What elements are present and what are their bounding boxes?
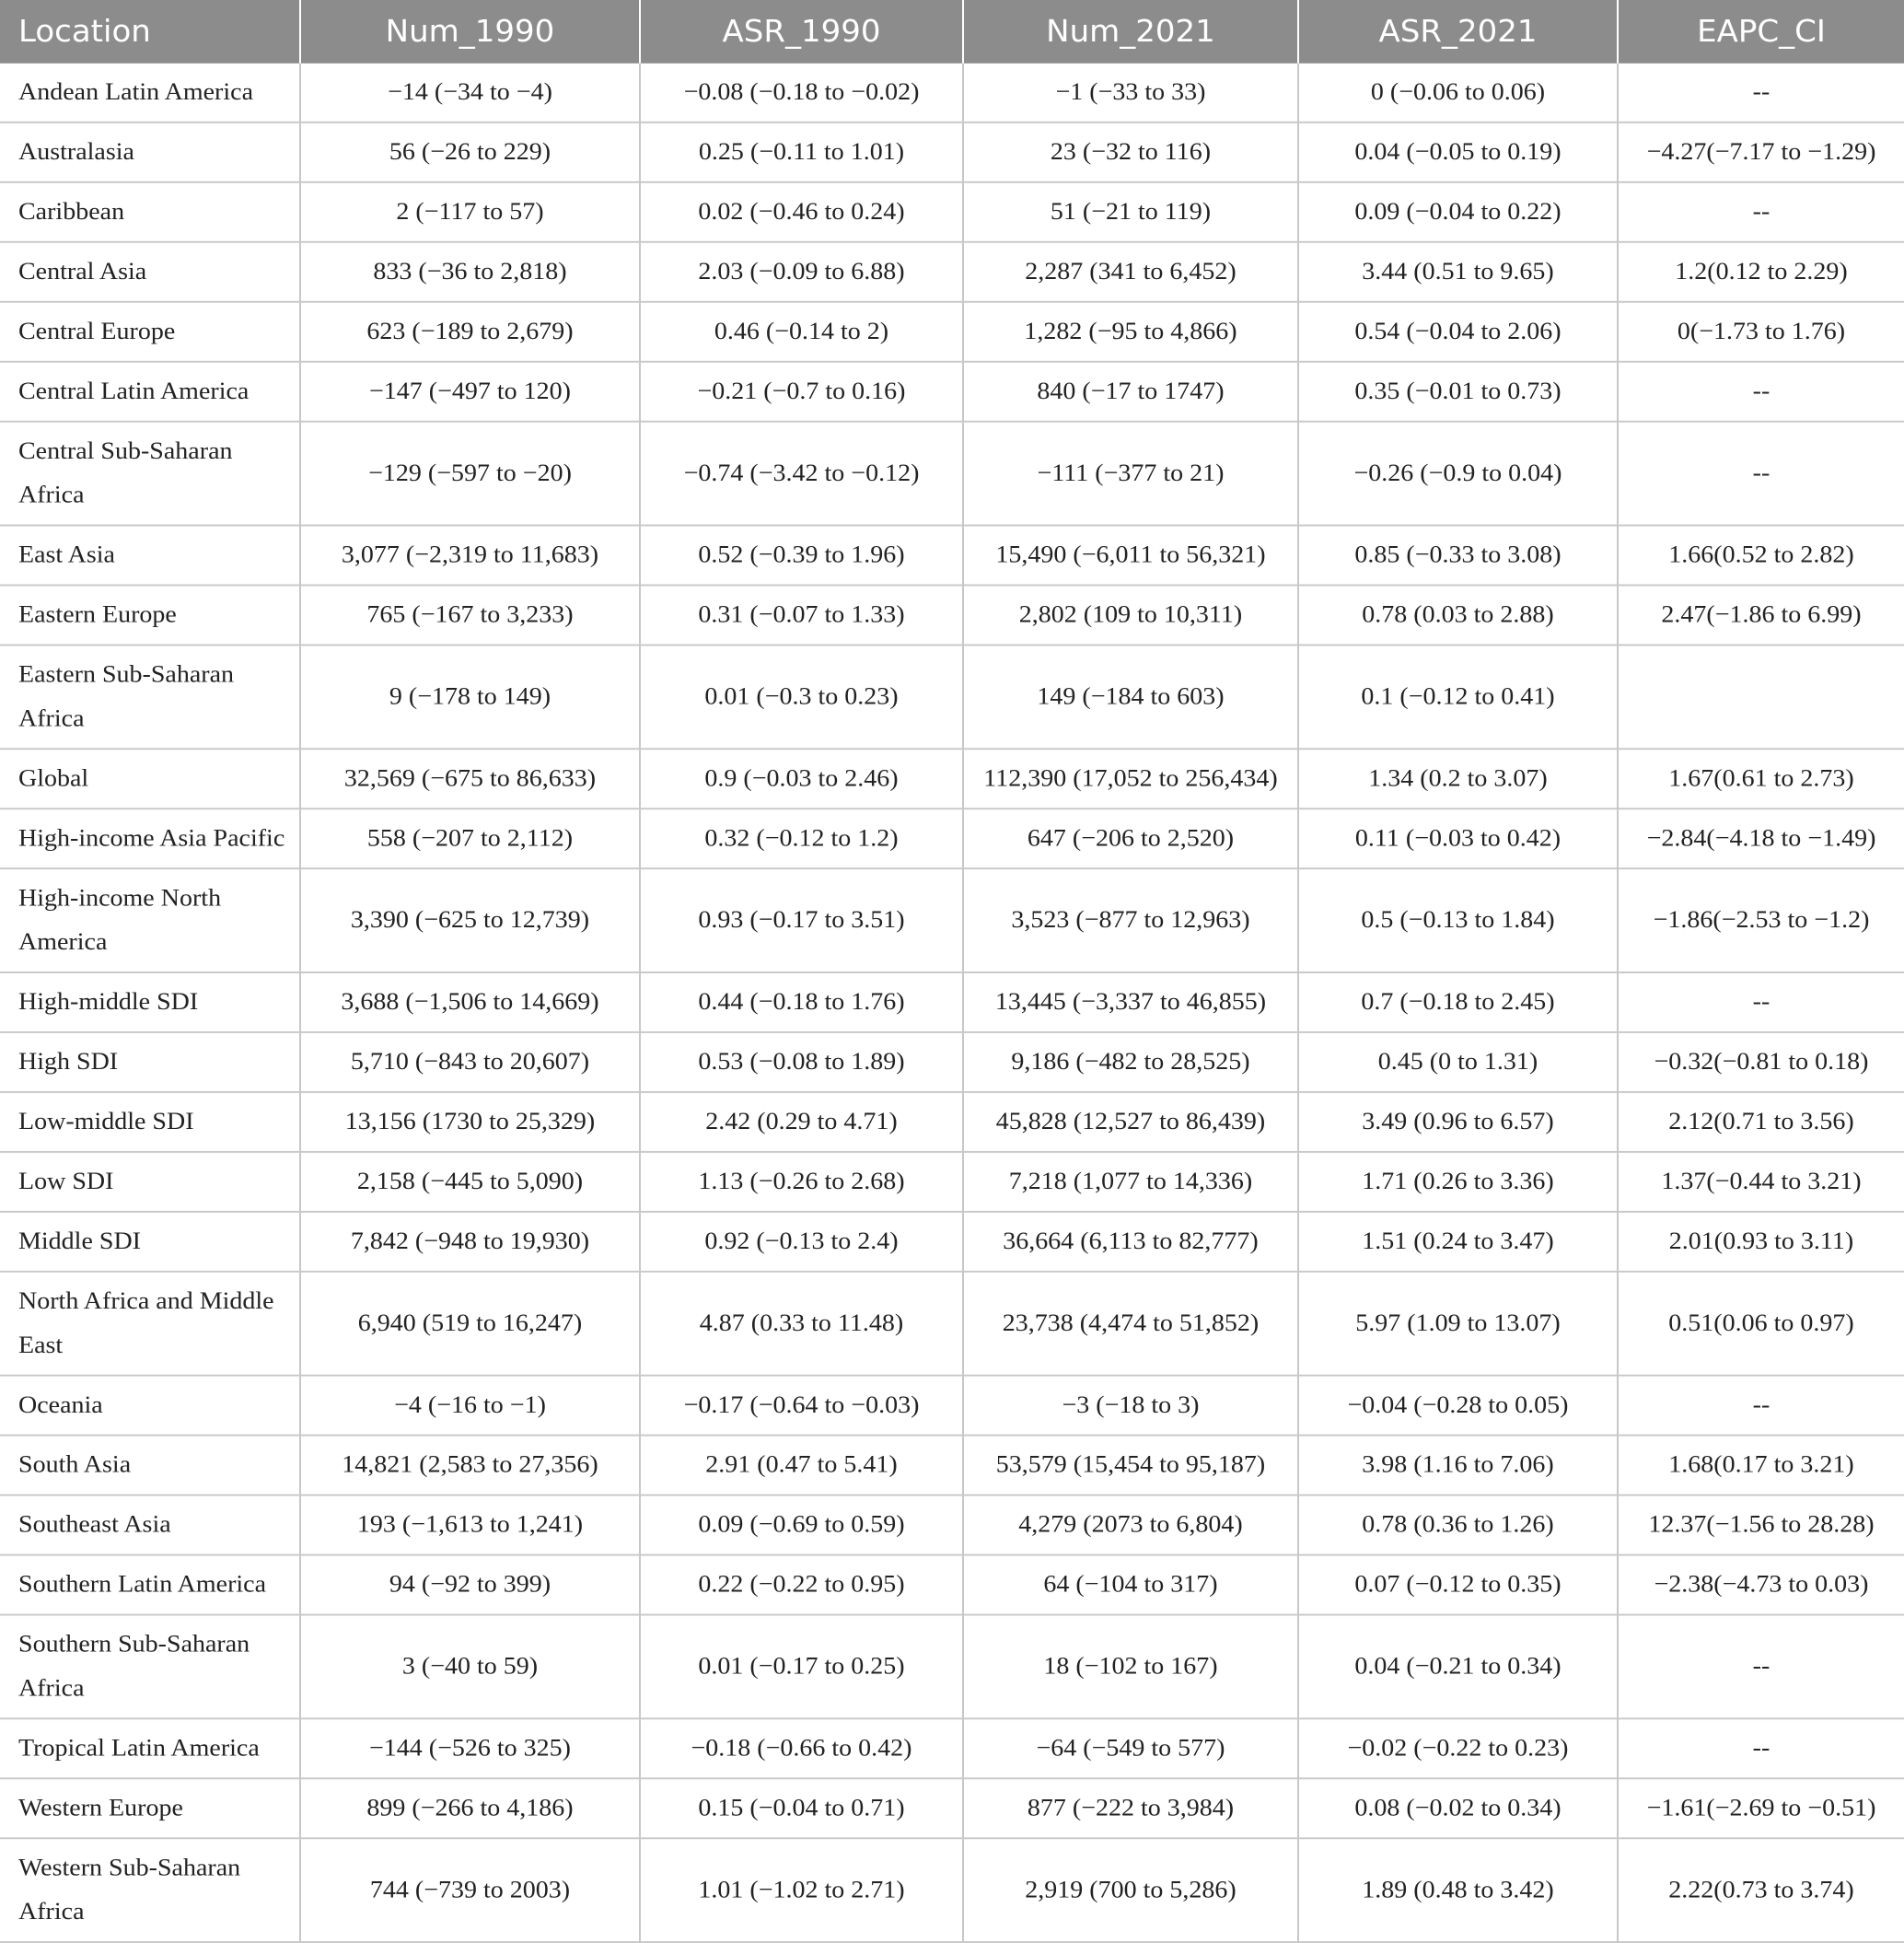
asr-2021-cell: 0.09 (−0.04 to 0.22) <box>1298 182 1618 242</box>
asr-1990-cell: 0.92 (−0.13 to 2.4) <box>640 1212 963 1272</box>
num-1990-cell: 623 (−189 to 2,679) <box>300 302 640 362</box>
asr-1990-cell: 0.32 (−0.12 to 1.2) <box>640 809 963 868</box>
eapc-ci-cell: -- <box>1618 422 1904 526</box>
asr-1990-cell: 0.9 (−0.03 to 2.46) <box>640 749 963 809</box>
num-2021-cell: 2,287 (341 to 6,452) <box>963 242 1298 302</box>
table-row <box>0 362 1904 422</box>
asr-1990-cell: 0.15 (−0.04 to 0.71) <box>640 1778 963 1838</box>
asr-1990-cell: 0.09 (−0.69 to 0.59) <box>640 1495 963 1555</box>
asr-2021-cell: −0.04 (−0.28 to 0.05) <box>1298 1376 1618 1436</box>
table-row <box>0 868 1904 972</box>
num-1990-cell: 32,569 (−675 to 86,633) <box>300 749 640 809</box>
num-2021-cell: 53,579 (15,454 to 95,187) <box>963 1436 1298 1495</box>
location-cell: Southern Latin America <box>0 1555 300 1615</box>
eapc-ci-cell: 1.37(−0.44 to 3.21) <box>1618 1152 1904 1212</box>
num-2021-cell: 2,919 (700 to 5,286) <box>963 1838 1298 1942</box>
eapc-ci-cell: -- <box>1618 362 1904 422</box>
num-2021-cell: 112,390 (17,052 to 256,434) <box>963 749 1298 809</box>
location-cell: Low SDI <box>0 1152 300 1212</box>
eapc-ci-cell: 2.01(0.93 to 3.11) <box>1618 1212 1904 1272</box>
asr-1990-cell: 0.44 (−0.18 to 1.76) <box>640 972 963 1032</box>
table-row <box>0 1495 1904 1555</box>
asr-2021-cell: −0.02 (−0.22 to 0.23) <box>1298 1718 1618 1778</box>
num-2021-cell: 15,490 (−6,011 to 56,321) <box>963 526 1298 586</box>
num-2021-cell: 13,445 (−3,337 to 46,855) <box>963 972 1298 1032</box>
asr-2021-cell: 0.04 (−0.05 to 0.19) <box>1298 122 1618 182</box>
table-row <box>0 122 1904 182</box>
location-cell: Western Sub-Saharan Africa <box>0 1838 300 1942</box>
table-row <box>0 1555 1904 1615</box>
num-2021-cell: −1 (−33 to 33) <box>963 64 1298 122</box>
asr-1990-cell: 1.01 (−1.02 to 2.71) <box>640 1838 963 1942</box>
table-row <box>0 1092 1904 1152</box>
location-cell: High-income Asia Pacific <box>0 809 300 868</box>
location-cell: Caribbean <box>0 182 300 242</box>
num-2021-cell: 23,738 (4,474 to 51,852) <box>963 1272 1298 1376</box>
num-2021-cell: 36,664 (6,113 to 82,777) <box>963 1212 1298 1272</box>
num-1990-cell: 899 (−266 to 4,186) <box>300 1778 640 1838</box>
location-cell: High-income North America <box>0 868 300 972</box>
table-row <box>0 1838 1904 1942</box>
asr-1990-cell: −0.21 (−0.7 to 0.16) <box>640 362 963 422</box>
location-cell: East Asia <box>0 526 300 586</box>
num-1990-cell: 765 (−167 to 3,233) <box>300 585 640 645</box>
location-cell: Eastern Sub-Saharan Africa <box>0 645 300 749</box>
table-row <box>0 422 1904 526</box>
num-1990-cell: 3,688 (−1,506 to 14,669) <box>300 972 640 1032</box>
asr-2021-cell: 3.49 (0.96 to 6.57) <box>1298 1092 1618 1152</box>
num-2021-cell: 1,282 (−95 to 4,866) <box>963 302 1298 362</box>
header-eapc-ci: EAPC_CI <box>1618 0 1904 64</box>
asr-1990-cell: 4.87 (0.33 to 11.48) <box>640 1272 963 1376</box>
num-1990-cell: 6,940 (519 to 16,247) <box>300 1272 640 1376</box>
asr-2021-cell: 0.08 (−0.02 to 0.34) <box>1298 1778 1618 1838</box>
num-1990-cell: 2,158 (−445 to 5,090) <box>300 1152 640 1212</box>
eapc-ci-cell: 1.66(0.52 to 2.82) <box>1618 526 1904 586</box>
num-2021-cell: −3 (−18 to 3) <box>963 1376 1298 1436</box>
asr-1990-cell: 0.52 (−0.39 to 1.96) <box>640 526 963 586</box>
table-row <box>0 1615 1904 1719</box>
num-1990-cell: 2 (−117 to 57) <box>300 182 640 242</box>
eapc-ci-cell: -- <box>1618 1615 1904 1719</box>
asr-2021-cell: 0.78 (0.03 to 2.88) <box>1298 585 1618 645</box>
asr-2021-cell: 0.04 (−0.21 to 0.34) <box>1298 1615 1618 1719</box>
num-2021-cell: 877 (−222 to 3,984) <box>963 1778 1298 1838</box>
header-asr-1990: ASR_1990 <box>640 0 963 64</box>
table-row <box>0 1032 1904 1092</box>
location-cell: High-middle SDI <box>0 972 300 1032</box>
table-row <box>0 1272 1904 1376</box>
location-cell: Central Asia <box>0 242 300 302</box>
location-cell: High SDI <box>0 1032 300 1092</box>
num-1990-cell: 558 (−207 to 2,112) <box>300 809 640 868</box>
eapc-ci-cell: -- <box>1618 1376 1904 1436</box>
eapc-ci-cell: 0.51(0.06 to 0.97) <box>1618 1272 1904 1376</box>
asr-2021-cell: −0.26 (−0.9 to 0.04) <box>1298 422 1618 526</box>
eapc-ci-cell: 2.12(0.71 to 3.56) <box>1618 1092 1904 1152</box>
asr-2021-cell: 0.5 (−0.13 to 1.84) <box>1298 868 1618 972</box>
asr-2021-cell: 1.89 (0.48 to 3.42) <box>1298 1838 1618 1942</box>
asr-2021-cell: 3.44 (0.51 to 9.65) <box>1298 242 1618 302</box>
location-cell: Oceania <box>0 1376 300 1436</box>
eapc-ci-cell: 1.68(0.17 to 3.21) <box>1618 1436 1904 1495</box>
asr-2021-cell: 0.11 (−0.03 to 0.42) <box>1298 809 1618 868</box>
asr-2021-cell: 0.78 (0.36 to 1.26) <box>1298 1495 1618 1555</box>
num-2021-cell: 4,279 (2073 to 6,804) <box>963 1495 1298 1555</box>
asr-2021-cell: 0.54 (−0.04 to 2.06) <box>1298 302 1618 362</box>
table-header <box>0 0 1904 64</box>
num-1990-cell: −144 (−526 to 325) <box>300 1718 640 1778</box>
num-2021-cell: 45,828 (12,527 to 86,439) <box>963 1092 1298 1152</box>
eapc-ci-cell: 1.67(0.61 to 2.73) <box>1618 749 1904 809</box>
eapc-ci-cell: -- <box>1618 64 1904 122</box>
asr-1990-cell: 0.22 (−0.22 to 0.95) <box>640 1555 963 1615</box>
location-cell: Eastern Europe <box>0 585 300 645</box>
location-cell: Andean Latin America <box>0 64 300 122</box>
eapc-ci-cell: −2.38(−4.73 to 0.03) <box>1618 1555 1904 1615</box>
num-2021-cell: 9,186 (−482 to 28,525) <box>963 1032 1298 1092</box>
table-row <box>0 749 1904 809</box>
num-2021-cell: 149 (−184 to 603) <box>963 645 1298 749</box>
asr-2021-cell: 0.85 (−0.33 to 3.08) <box>1298 526 1618 586</box>
num-1990-cell: −14 (−34 to −4) <box>300 64 640 122</box>
num-2021-cell: 2,802 (109 to 10,311) <box>963 585 1298 645</box>
table-row <box>0 526 1904 586</box>
num-1990-cell: 744 (−739 to 2003) <box>300 1838 640 1942</box>
location-cell: Central Latin America <box>0 362 300 422</box>
num-1990-cell: 9 (−178 to 149) <box>300 645 640 749</box>
eapc-ci-cell: 0(−1.73 to 1.76) <box>1618 302 1904 362</box>
asr-1990-cell: 0.31 (−0.07 to 1.33) <box>640 585 963 645</box>
num-1990-cell: −147 (−497 to 120) <box>300 362 640 422</box>
header-num-1990: Num_1990 <box>300 0 640 64</box>
num-1990-cell: −129 (−597 to −20) <box>300 422 640 526</box>
eapc-ci-cell: −0.32(−0.81 to 0.18) <box>1618 1032 1904 1092</box>
asr-1990-cell: −0.18 (−0.66 to 0.42) <box>640 1718 963 1778</box>
asr-1990-cell: 2.42 (0.29 to 4.71) <box>640 1092 963 1152</box>
eapc-ci-cell: 1.2(0.12 to 2.29) <box>1618 242 1904 302</box>
asr-1990-cell: 0.01 (−0.17 to 0.25) <box>640 1615 963 1719</box>
table-row <box>0 64 1904 122</box>
location-cell: South Asia <box>0 1436 300 1495</box>
num-1990-cell: 3 (−40 to 59) <box>300 1615 640 1719</box>
num-2021-cell: 647 (−206 to 2,520) <box>963 809 1298 868</box>
num-2021-cell: −111 (−377 to 21) <box>963 422 1298 526</box>
eapc-ci-cell: −1.61(−2.69 to −0.51) <box>1618 1778 1904 1838</box>
num-1990-cell: 7,842 (−948 to 19,930) <box>300 1212 640 1272</box>
eapc-ci-cell: −1.86(−2.53 to −1.2) <box>1618 868 1904 972</box>
location-cell: Australasia <box>0 122 300 182</box>
num-1990-cell: 94 (−92 to 399) <box>300 1555 640 1615</box>
table-row <box>0 1376 1904 1436</box>
table-body <box>0 64 1904 1942</box>
num-2021-cell: 51 (−21 to 119) <box>963 182 1298 242</box>
num-1990-cell: 13,156 (1730 to 25,329) <box>300 1092 640 1152</box>
num-2021-cell: 18 (−102 to 167) <box>963 1615 1298 1719</box>
table-row <box>0 972 1904 1032</box>
asr-1990-cell: −0.08 (−0.18 to −0.02) <box>640 64 963 122</box>
asr-2021-cell: 0.35 (−0.01 to 0.73) <box>1298 362 1618 422</box>
header-row <box>0 0 1904 64</box>
asr-2021-cell: 0.07 (−0.12 to 0.35) <box>1298 1555 1618 1615</box>
asr-2021-cell: 0.45 (0 to 1.31) <box>1298 1032 1618 1092</box>
asr-1990-cell: 0.93 (−0.17 to 3.51) <box>640 868 963 972</box>
eapc-ci-cell: -- <box>1618 972 1904 1032</box>
eapc-ci-cell: −4.27(−7.17 to −1.29) <box>1618 122 1904 182</box>
table-row <box>0 1152 1904 1212</box>
table-row <box>0 645 1904 749</box>
table-row <box>0 585 1904 645</box>
location-cell: Western Europe <box>0 1778 300 1838</box>
table-row <box>0 302 1904 362</box>
eapc-ci-cell: −2.84(−4.18 to −1.49) <box>1618 809 1904 868</box>
header-asr-2021: ASR_2021 <box>1298 0 1618 64</box>
asr-1990-cell: 2.91 (0.47 to 5.41) <box>640 1436 963 1495</box>
location-cell: Tropical Latin America <box>0 1718 300 1778</box>
table-row <box>0 1718 1904 1778</box>
num-1990-cell: 56 (−26 to 229) <box>300 122 640 182</box>
num-1990-cell: 193 (−1,613 to 1,241) <box>300 1495 640 1555</box>
asr-1990-cell: 0.25 (−0.11 to 1.01) <box>640 122 963 182</box>
num-2021-cell: 23 (−32 to 116) <box>963 122 1298 182</box>
location-cell: Central Sub-Saharan Africa <box>0 422 300 526</box>
num-2021-cell: 7,218 (1,077 to 14,336) <box>963 1152 1298 1212</box>
num-2021-cell: 3,523 (−877 to 12,963) <box>963 868 1298 972</box>
asr-2021-cell: 0.1 (−0.12 to 0.41) <box>1298 645 1618 749</box>
eapc-ci-cell <box>1618 645 1904 749</box>
asr-2021-cell: 1.34 (0.2 to 3.07) <box>1298 749 1618 809</box>
eapc-ci-cell: -- <box>1618 1718 1904 1778</box>
num-1990-cell: −4 (−16 to −1) <box>300 1376 640 1436</box>
table-row <box>0 182 1904 242</box>
asr-1990-cell: 2.03 (−0.09 to 6.88) <box>640 242 963 302</box>
asr-2021-cell: 1.71 (0.26 to 3.36) <box>1298 1152 1618 1212</box>
table-row <box>0 1436 1904 1495</box>
asr-1990-cell: 0.53 (−0.08 to 1.89) <box>640 1032 963 1092</box>
asr-2021-cell: 0 (−0.06 to 0.06) <box>1298 64 1618 122</box>
num-2021-cell: 840 (−17 to 1747) <box>963 362 1298 422</box>
num-1990-cell: 833 (−36 to 2,818) <box>300 242 640 302</box>
header-location: Location <box>0 0 300 64</box>
num-1990-cell: 3,077 (−2,319 to 11,683) <box>300 526 640 586</box>
header-num-2021: Num_2021 <box>963 0 1298 64</box>
num-1990-cell: 5,710 (−843 to 20,607) <box>300 1032 640 1092</box>
location-cell: Middle SDI <box>0 1212 300 1272</box>
asr-1990-cell: 0.46 (−0.14 to 2) <box>640 302 963 362</box>
asr-2021-cell: 0.7 (−0.18 to 2.45) <box>1298 972 1618 1032</box>
asr-1990-cell: 1.13 (−0.26 to 2.68) <box>640 1152 963 1212</box>
asr-1990-cell: 0.02 (−0.46 to 0.24) <box>640 182 963 242</box>
asr-1990-cell: 0.01 (−0.3 to 0.23) <box>640 645 963 749</box>
asr-1990-cell: −0.17 (−0.64 to −0.03) <box>640 1376 963 1436</box>
table-row <box>0 809 1904 868</box>
asr-1990-cell: −0.74 (−3.42 to −0.12) <box>640 422 963 526</box>
num-1990-cell: 14,821 (2,583 to 27,356) <box>300 1436 640 1495</box>
num-2021-cell: 64 (−104 to 317) <box>963 1555 1298 1615</box>
location-cell: North Africa and Middle East <box>0 1272 300 1376</box>
asr-2021-cell: 3.98 (1.16 to 7.06) <box>1298 1436 1618 1495</box>
eapc-ci-cell: 12.37(−1.56 to 28.28) <box>1618 1495 1904 1555</box>
table-row <box>0 242 1904 302</box>
table-row <box>0 1212 1904 1272</box>
location-cell: Low-middle SDI <box>0 1092 300 1152</box>
num-2021-cell: −64 (−549 to 577) <box>963 1718 1298 1778</box>
location-cell: Central Europe <box>0 302 300 362</box>
location-cell: Southeast Asia <box>0 1495 300 1555</box>
location-cell: Global <box>0 749 300 809</box>
num-1990-cell: 3,390 (−625 to 12,739) <box>300 868 640 972</box>
table-row <box>0 1778 1904 1838</box>
location-cell: Southern Sub-Saharan Africa <box>0 1615 300 1719</box>
asr-2021-cell: 1.51 (0.24 to 3.47) <box>1298 1212 1618 1272</box>
eapc-ci-cell: -- <box>1618 182 1904 242</box>
asr-2021-cell: 5.97 (1.09 to 13.07) <box>1298 1272 1618 1376</box>
eapc-ci-cell: 2.22(0.73 to 3.74) <box>1618 1838 1904 1942</box>
eapc-ci-cell: 2.47(−1.86 to 6.99) <box>1618 585 1904 645</box>
